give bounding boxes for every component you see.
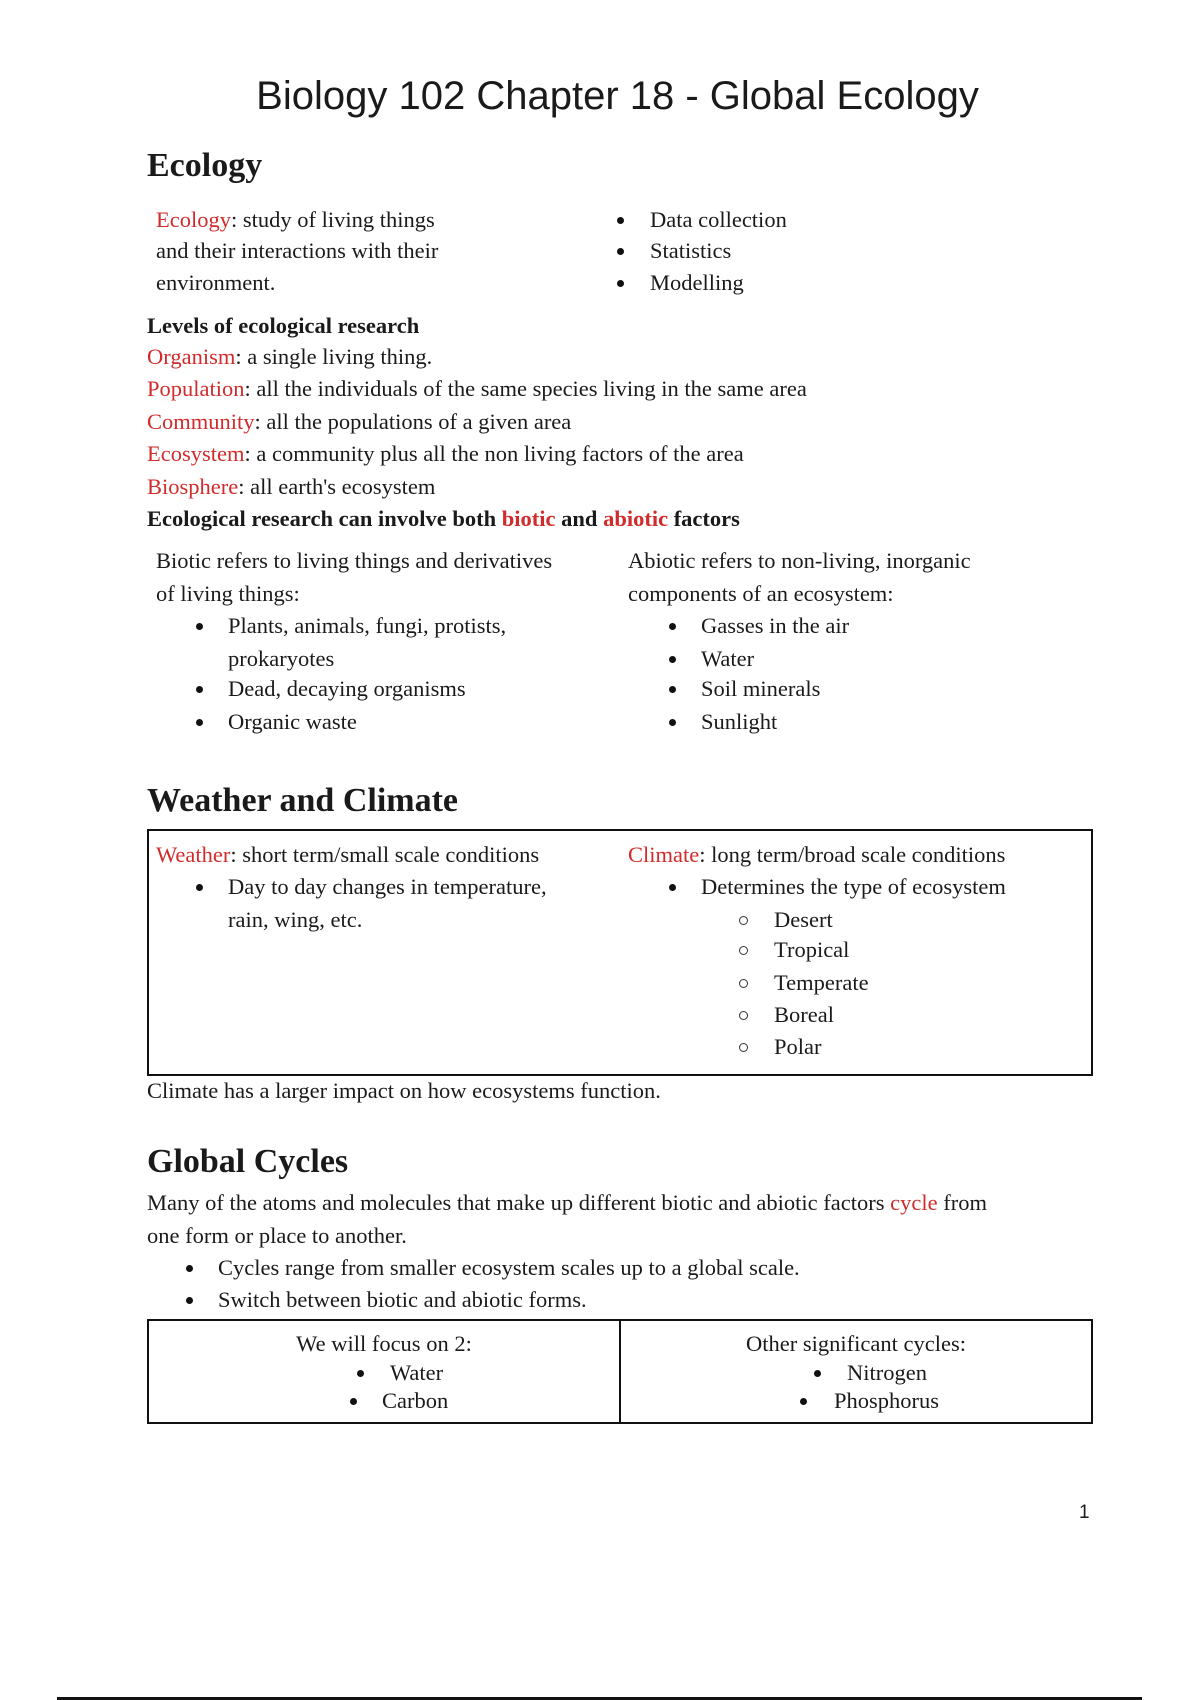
biotic-text: of living things: [156,581,300,606]
list-item: Plants, animals, fungi, protists, [228,613,507,638]
heading-global-cycles: Global Cycles [147,1143,349,1180]
text: from [937,1190,987,1215]
climate-type: Desert [774,907,833,932]
term: Ecosystem [147,441,245,466]
bullet-icon [186,1297,193,1304]
table-item: Phosphorus [834,1388,940,1413]
bullet-icon [669,623,676,630]
heading-ecology: Ecology [147,147,263,184]
list-item: Gasses in the air [701,613,850,638]
bullet-icon [617,248,624,255]
bullet-icon [196,623,203,630]
table-item: Water [390,1360,444,1385]
heading-weather-climate: Weather and Climate [147,782,459,819]
list-item: Organic waste [228,709,357,734]
list-item: Switch between biotic and abiotic forms. [218,1287,587,1312]
hollow-bullet-icon [739,1043,748,1052]
def: : short term/small scale conditions [230,842,540,867]
text: and [555,506,604,531]
term-ecology: Ecology [156,207,231,232]
weather-definition [156,839,539,871]
bullet-icon [196,719,203,726]
list-item: Determines the type of ecosystem [701,874,1006,899]
def-line: environment. [156,270,276,295]
table-cell-title: We will focus on 2: [296,1331,472,1356]
level-item [147,471,435,503]
list-item: Modelling [650,270,744,295]
hollow-bullet-icon [739,1011,748,1020]
ecology-definition [156,204,435,236]
hollow-bullet-icon [739,946,748,955]
def: : all earth's ecosystem [238,474,436,499]
level-item [147,438,744,470]
bullet-icon [814,1370,821,1377]
table-item: Carbon [382,1388,449,1413]
text: Many of the atoms and molecules that make up different biotic and abiotic factors [147,1190,891,1215]
bullet-icon [357,1370,364,1377]
term-biotic: biotic [501,506,556,531]
def: : all the individuals of the same species living in the same area [244,376,807,401]
def: : all the populations of a given area [254,409,572,434]
level-item [147,406,571,438]
bullet-icon [669,719,676,726]
biotic-text: Biotic refers to living things and derivatives [156,548,553,573]
term: Community [147,409,255,434]
list-item: prokaryotes [228,646,335,671]
abiotic-text: Abiotic refers to non-living, inorganic [628,548,971,573]
climate-definition [628,839,1005,871]
climate-type: Tropical [774,937,850,962]
term: Biosphere [147,474,239,499]
climate-caption: Climate has a larger impact on how ecosystems function. [147,1078,661,1103]
table-item: Nitrogen [847,1360,927,1385]
term: Organism [147,344,236,369]
bullet-icon [350,1398,357,1405]
bullet-icon [669,686,676,693]
list-item: Soil minerals [701,676,821,701]
bullet-icon [800,1398,807,1405]
def: : a single living thing. [235,344,433,369]
levels-heading: Levels of ecological research [147,313,420,338]
cycles-paragraph [147,1187,987,1219]
list-item: rain, wing, etc. [228,907,363,932]
bullet-icon [617,280,624,287]
document-title: Biology 102 Chapter 18 - Global Ecology [256,74,979,118]
list-item: Dead, decaying organisms [228,676,466,701]
def: : long term/broad scale conditions [699,842,1006,867]
hollow-bullet-icon [739,916,748,925]
hollow-bullet-icon [739,979,748,988]
bullet-icon [196,686,203,693]
term-climate: Climate [628,842,700,867]
list-item: Sunlight [701,709,778,734]
level-item [147,373,807,405]
list-item: Statistics [650,238,732,263]
bullet-icon [196,884,203,891]
term-weather: Weather [156,842,231,867]
factors-statement [147,503,740,535]
term-cycle: cycle [890,1190,938,1215]
bullet-icon [669,884,676,891]
abiotic-text: components of an ecosystem: [628,581,894,606]
text: Ecological research can involve both [147,506,502,531]
text: factors [668,506,740,531]
bullet-icon [186,1265,193,1272]
list-item: Day to day changes in temperature, [228,874,547,899]
term: Population [147,376,245,401]
bullet-icon [617,217,624,224]
page-number: 1 [1079,1502,1090,1523]
list-item: Data collection [650,207,787,232]
climate-type: Temperate [774,970,869,995]
climate-type: Boreal [774,1002,834,1027]
list-item: Water [701,646,755,671]
cycles-paragraph-line: one form or place to another. [147,1223,407,1248]
term-abiotic: abiotic [603,506,669,531]
def-line: and their interactions with their [156,238,439,263]
list-item: Cycles range from smaller ecosystem scales up to a global scale. [218,1255,800,1280]
climate-type: Polar [774,1034,822,1059]
def-text: : study of living things [230,207,435,232]
level-item [147,341,432,373]
def: : a community plus all the non living factors of the area [244,441,744,466]
bullet-icon [669,656,676,663]
table-cell-title: Other significant cycles: [746,1331,966,1356]
